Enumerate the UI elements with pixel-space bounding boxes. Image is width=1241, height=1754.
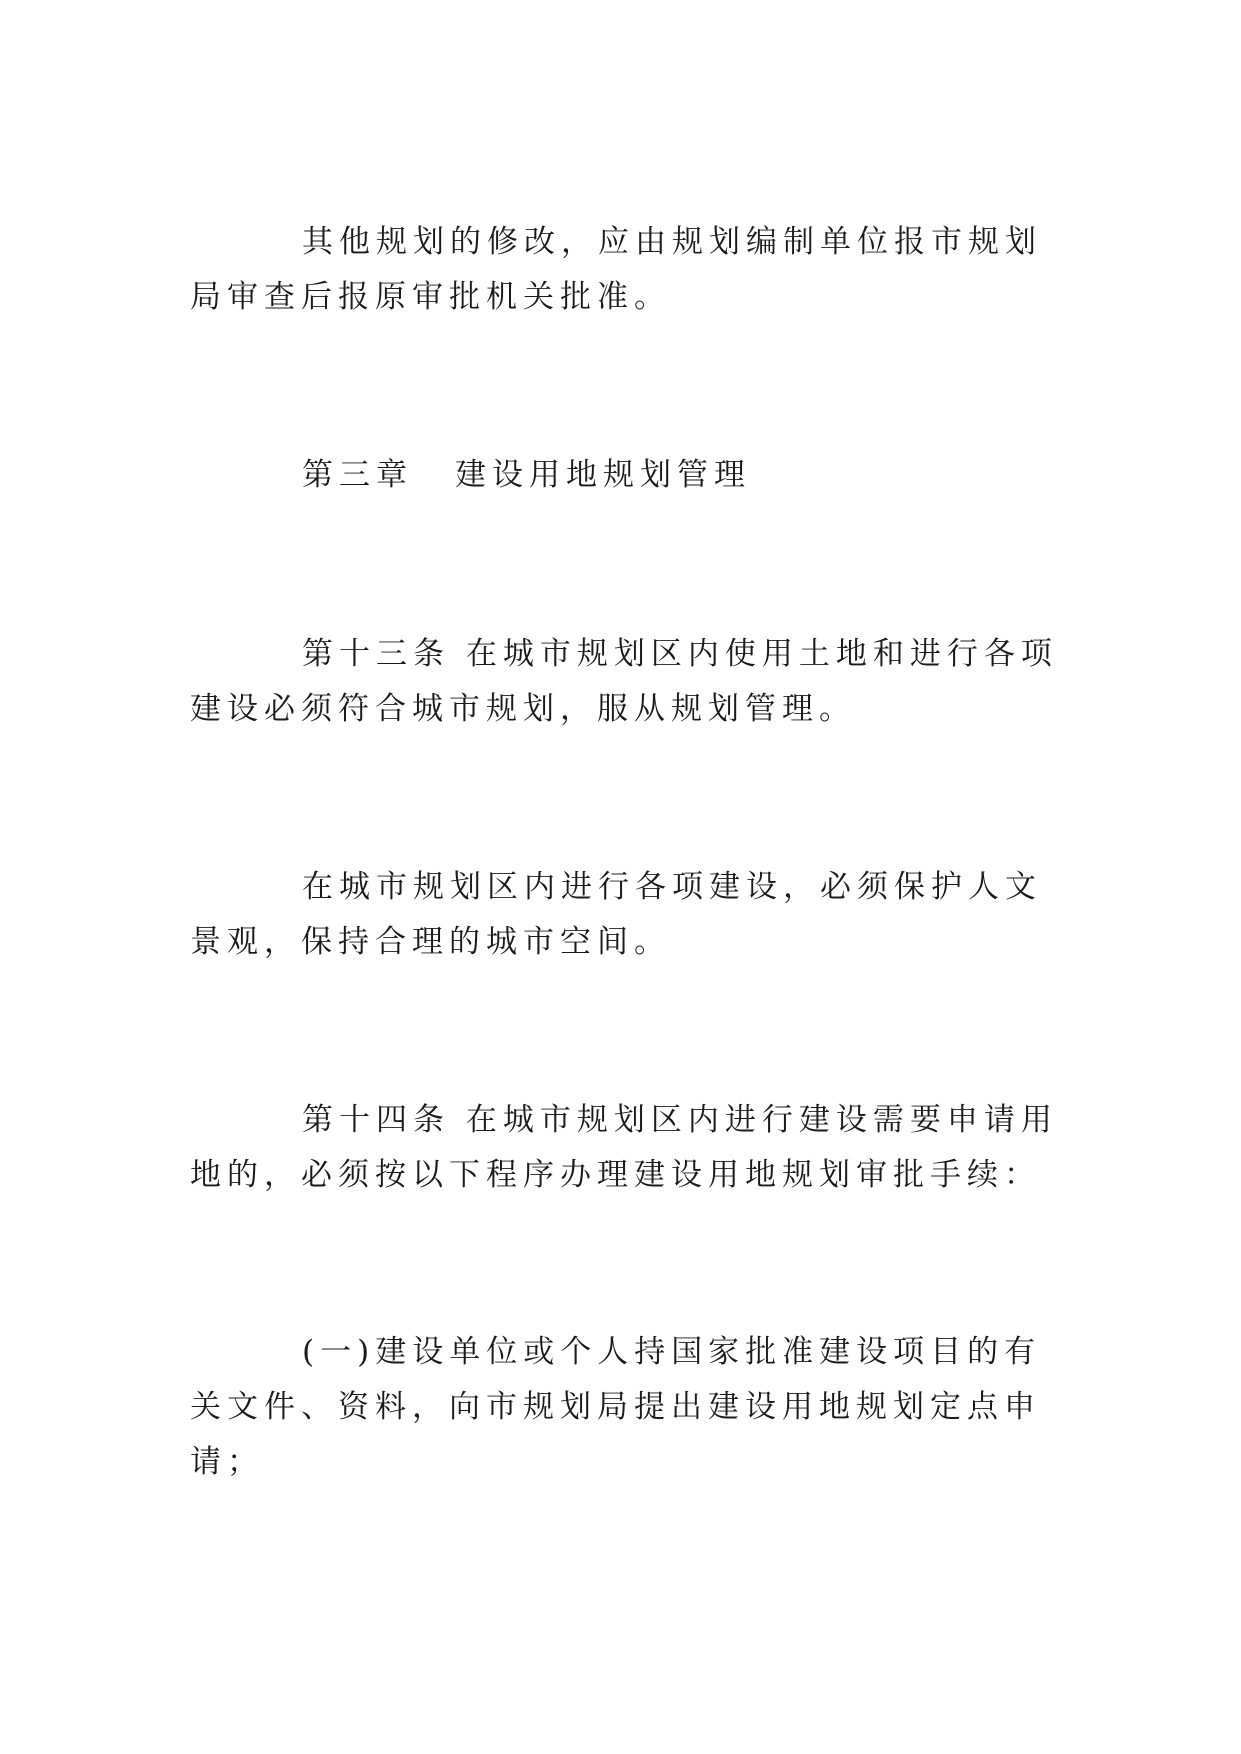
chapter-title: 建设用地规划管理 (455, 457, 751, 493)
paragraph-article-13: 第十三条 在城市规划区内使用土地和进行各项建设必须符合城市规划，服从规划管理。 (190, 636, 1058, 727)
paragraph-plan-modification: 其他规划的修改，应由规划编制单位报市规划局审查后报原审批机关批准。 (190, 224, 1042, 315)
paragraph-cultural-landscape: 在城市规划区内进行各项建设，必须保护人文景观，保持合理的城市空间。 (190, 869, 1042, 960)
paragraph-item-1: (一)建设单位或个人持国家批准建设项目的有关文件、资料，向市规划局提出建设用地规划定点申请； (190, 1334, 1042, 1480)
chapter-heading (302, 448, 751, 503)
paragraph-article-14: 第十四条 在城市规划区内进行建设需要申请用地的，必须按以下程序办理建设用地规划审批手续： (190, 1102, 1058, 1193)
chapter-number: 第三章 (302, 457, 413, 493)
